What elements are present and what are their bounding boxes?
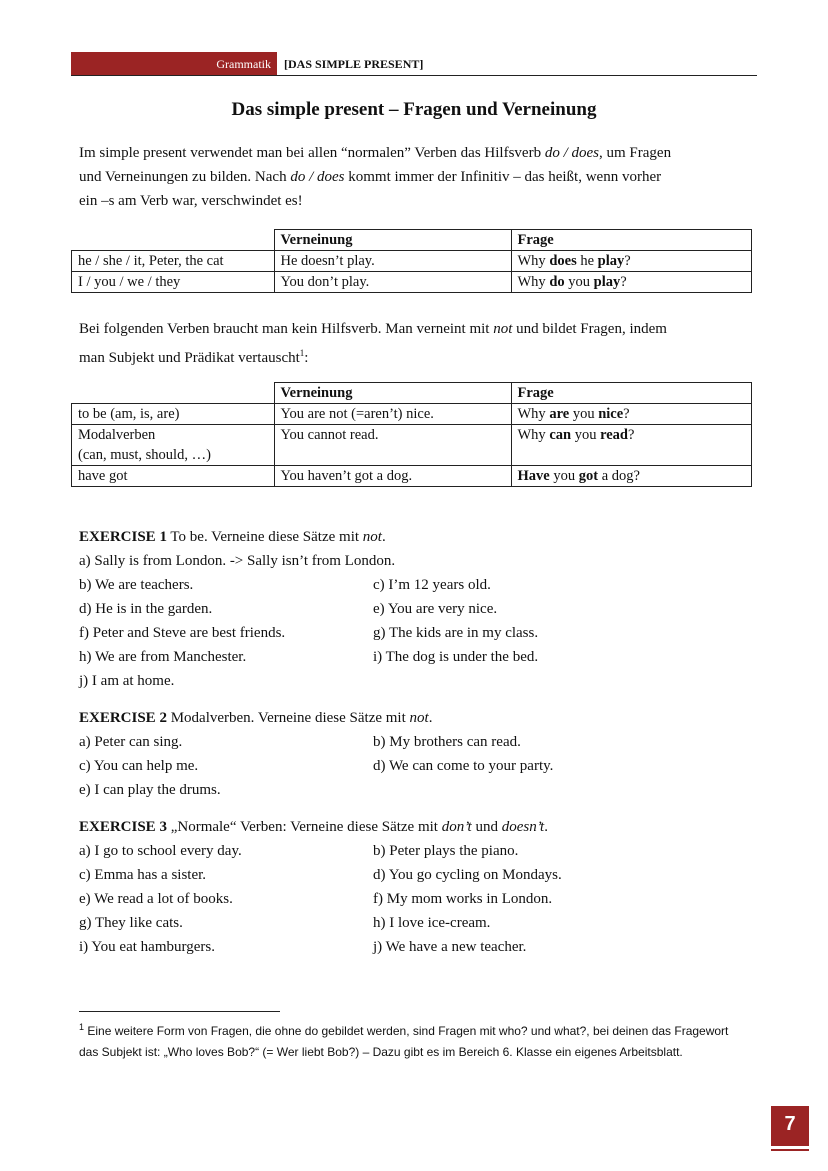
intro-text: kommt immer der Infinitiv – das heißt, wenn vorher	[344, 169, 662, 185]
table-cell	[511, 466, 752, 487]
table-cell: have got	[72, 466, 275, 487]
q-text: you	[569, 406, 599, 422]
exercise-row	[79, 754, 759, 778]
q-bold: read	[600, 427, 628, 443]
header-topic: [DAS SIMPLE PRESENT]	[284, 57, 424, 71]
exercise-emphasis: doesn’t	[501, 819, 545, 835]
exercise-row	[79, 839, 759, 863]
exercise-text: und	[471, 819, 502, 835]
table-header-cell: Verneinung	[274, 230, 511, 251]
exercise-item: f) My mom works in London.	[373, 891, 553, 907]
page-number-underline	[771, 1149, 809, 1151]
table-header-cell: Frage	[511, 383, 752, 404]
q-text: Why	[517, 253, 550, 269]
q-text: Why	[517, 274, 550, 290]
table-cell: You cannot read.	[274, 425, 511, 466]
q-bold: are	[549, 406, 570, 422]
exercise-item: i) The dog is under the bed.	[373, 649, 539, 665]
exercise-item: d) We can come to your party.	[373, 758, 554, 774]
q-text: he	[576, 253, 598, 269]
exercise-2	[79, 706, 759, 802]
page-number: 7	[771, 1106, 809, 1146]
mid-text: man Subjekt und Prädikat vertauscht	[79, 350, 300, 366]
table-cell: to be (am, is, are)	[72, 404, 275, 425]
q-bold: got	[578, 468, 599, 484]
intro-text: , um Fragen	[599, 145, 672, 161]
exercise-emphasis: not	[409, 710, 429, 726]
exercise-item: a) I go to school every day.	[79, 843, 242, 859]
q-bold: Have	[517, 468, 550, 484]
exercise-text: .	[428, 710, 433, 726]
q-bold: do	[549, 274, 565, 290]
exercise-item: b) We are teachers.	[79, 577, 194, 593]
mid-paragraph	[79, 317, 667, 370]
exercise-row	[79, 778, 759, 802]
table-header-cell: Frage	[511, 230, 752, 251]
exercise-item: e) We read a lot of books.	[79, 891, 233, 907]
intro-emphasis: do / does	[290, 169, 345, 185]
table-row	[72, 404, 752, 425]
exercise-row	[79, 573, 759, 597]
table-row	[72, 425, 752, 466]
exercise-label: EXERCISE 2	[79, 710, 167, 726]
intro-paragraph	[79, 141, 671, 213]
exercise-row	[79, 863, 759, 887]
table-cell: I / you / we / they	[72, 272, 275, 293]
header-section: Grammatik	[216, 57, 271, 71]
footnote	[79, 1017, 749, 1063]
exercise-row	[79, 645, 759, 669]
q-bold: does	[549, 253, 577, 269]
exercise-1	[79, 525, 759, 693]
table-cell: he / she / it, Peter, the cat	[72, 251, 275, 272]
exercise-label: EXERCISE 3	[79, 819, 167, 835]
exercise-item: j) We have a new teacher.	[373, 939, 527, 955]
table-row	[72, 272, 752, 293]
intro-emphasis: do / does	[544, 145, 599, 161]
exercise-item: b) Peter plays the piano.	[373, 843, 519, 859]
mid-text: Bei folgenden Verben braucht man kein Hilfsverb. Man verneint mit	[79, 321, 494, 337]
exercise-item: b) My brothers can read.	[373, 734, 521, 750]
exercise-emphasis: not	[362, 529, 382, 545]
exercise-text: Modalverben. Verneine diese Sätze mit	[166, 710, 410, 726]
table-cell	[511, 272, 752, 293]
exercise-row	[79, 730, 759, 754]
q-text: you	[549, 468, 579, 484]
q-bold: nice	[598, 406, 624, 422]
header-rule	[71, 75, 757, 76]
exercise-row	[79, 621, 759, 645]
exercise-item: e) You are very nice.	[373, 601, 498, 617]
exercise-item: c) You can help me.	[79, 758, 199, 774]
exercise-emphasis: don’t	[441, 819, 472, 835]
exercise-item: j) I am at home.	[79, 673, 175, 689]
exercise-item: g) They like cats.	[79, 915, 183, 931]
exercise-item: f) Peter and Steve are best friends.	[79, 625, 286, 641]
exercise-item: a) Peter can sing.	[79, 734, 183, 750]
exercise-item: d) He is in the garden.	[79, 601, 213, 617]
intro-text: ein –s am Verb war, verschwindet es!	[79, 193, 303, 209]
table-header-cell: Verneinung	[274, 383, 511, 404]
exercise-item: g) The kids are in my class.	[373, 625, 539, 641]
exercise-heading	[79, 525, 759, 549]
table-cell: You are not (=aren’t) nice.	[274, 404, 511, 425]
table-cell	[72, 425, 275, 466]
exercise-text: .	[544, 819, 548, 835]
exercise-item: c) Emma has a sister.	[79, 867, 207, 883]
q-text: ?	[620, 274, 627, 290]
mid-text: :	[304, 350, 309, 366]
table-row	[72, 251, 752, 272]
q-text: you	[571, 427, 601, 443]
exercise-item: e) I can play the drums.	[79, 782, 221, 798]
exercise-3	[79, 815, 759, 959]
exercise-item: h) We are from Manchester.	[79, 649, 247, 665]
q-bold: can	[549, 427, 572, 443]
table-cell: You don’t play.	[274, 272, 511, 293]
footnote-rule	[79, 1011, 280, 1012]
table-header-row	[72, 230, 752, 251]
exercise-item: d) You go cycling on Mondays.	[373, 867, 562, 883]
table-cell	[511, 404, 752, 425]
exercise-text: .	[381, 529, 386, 545]
table-cell: You haven’t got a dog.	[274, 466, 511, 487]
exercise-row	[79, 935, 759, 959]
cell-line: (can, must, should, …)	[78, 447, 211, 463]
exercise-heading	[79, 706, 759, 730]
grammar-table-1	[71, 229, 752, 293]
intro-text: Im simple present verwendet man bei allen “normalen” Verben das Hilfsverb	[79, 145, 545, 161]
q-text: you	[564, 274, 594, 290]
page-title: Das simple present – Fragen und Verneinung	[231, 99, 597, 120]
mid-emphasis: not	[493, 321, 513, 337]
exercise-item: h) I love ice-cream.	[373, 915, 491, 931]
exercise-row	[79, 549, 759, 573]
exercise-text: „Normale“ Verben: Verneine diese Sätze mit	[166, 819, 442, 835]
footnote-text: Eine weitere Form von Fragen, die ohne do gebildet werden, sind Fragen mit who? und what?, bei deinen das Fragewort das Subjekt ist: „Who loves Bob?“ (= Wer liebt Bob?) – Dazu gibt es im Bereich 6. Klasse ein eigenes Arbeitsblatt.	[79, 1024, 729, 1059]
table-cell	[72, 230, 275, 251]
exercise-row	[79, 597, 759, 621]
table-cell	[511, 425, 752, 466]
exercise-item: c) I’m 12 years old.	[373, 577, 491, 593]
exercise-text: To be. Verneine diese Sätze mit	[166, 529, 363, 545]
footnote-ref: 1	[299, 348, 305, 358]
table-cell	[511, 251, 752, 272]
q-bold: play	[597, 253, 625, 269]
table-cell: He doesn’t play.	[274, 251, 511, 272]
grammar-table-2	[71, 382, 752, 487]
exercise-item: a) Sally is from London. -> Sally isn’t from London.	[79, 553, 396, 569]
footnote-mark: 1	[79, 1022, 85, 1032]
q-bold: play	[593, 274, 621, 290]
intro-text: und Verneinungen zu bilden. Nach	[79, 169, 291, 185]
table-row	[72, 466, 752, 487]
table-cell	[72, 383, 275, 404]
cell-line: Modalverben	[78, 427, 156, 443]
exercise-label: EXERCISE 1	[79, 529, 167, 545]
q-text: ?	[623, 406, 630, 422]
exercise-row	[79, 911, 759, 935]
q-text: Why	[517, 406, 550, 422]
q-text: Why	[517, 427, 550, 443]
q-text: a dog?	[598, 468, 640, 484]
exercise-row	[79, 887, 759, 911]
table-header-row	[72, 383, 752, 404]
mid-text: und bildet Fragen, indem	[512, 321, 667, 337]
q-text: ?	[628, 427, 635, 443]
exercise-row	[79, 669, 759, 693]
q-text: ?	[624, 253, 631, 269]
exercise-item: i) You eat hamburgers.	[79, 939, 215, 955]
exercise-heading	[79, 815, 759, 839]
